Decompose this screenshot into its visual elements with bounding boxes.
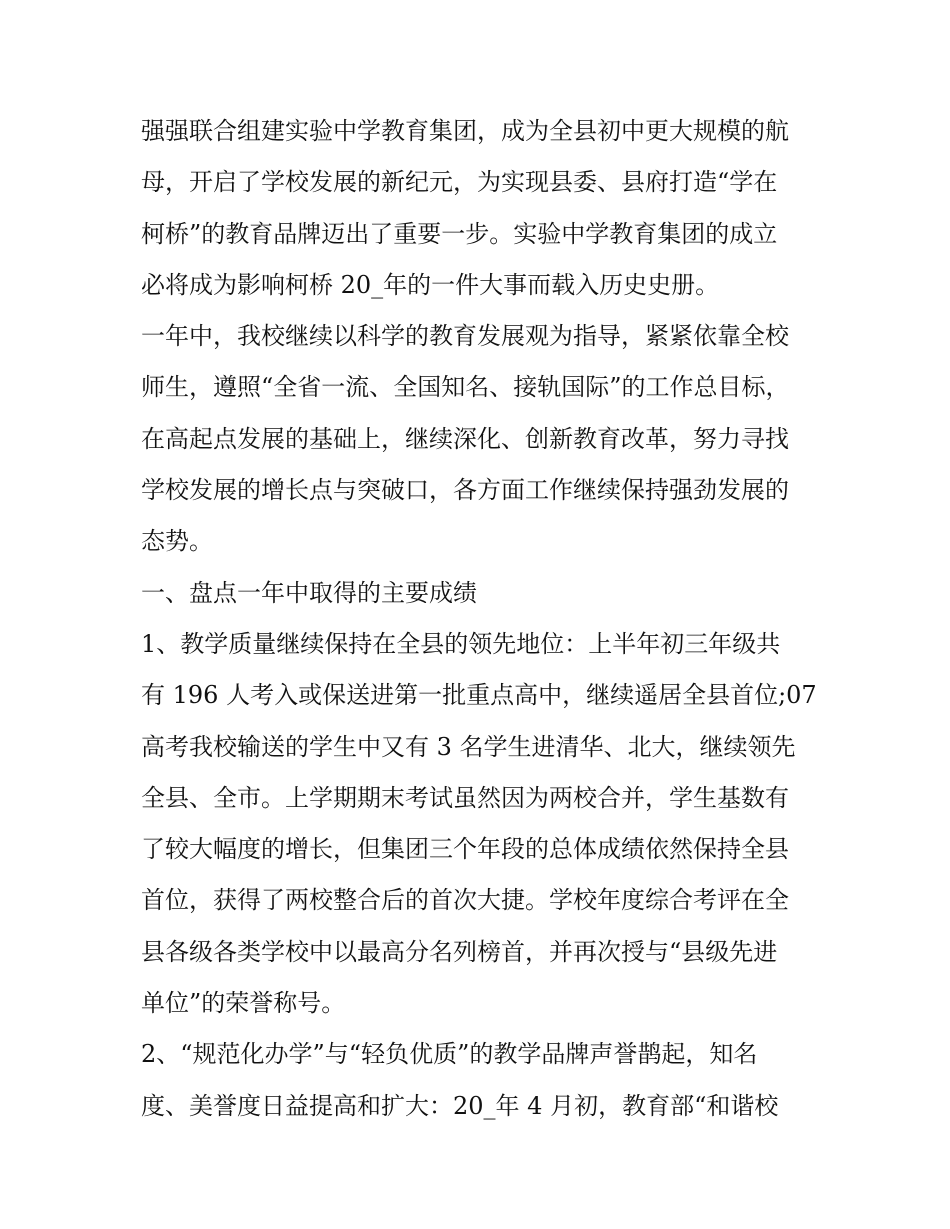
text-line: 2、“规范化办学”与“轻负优质”的教学品牌声誉鹊起，知名 — [141, 1040, 758, 1069]
section-heading: 一、盘点一年中取得的主要成绩 — [141, 578, 477, 607]
text-line: 县各级各类学校中以最高分名列榜首，并再次授与“县级先进 — [141, 937, 778, 966]
text-line: 一年中，我校继续以科学的教育发展观为指导，紧紧依靠全校 — [141, 322, 789, 351]
text-line: 全县、全市。上学期期末考试虽然因为两校合并，学生基数有 — [141, 783, 789, 812]
text-line: 1、教学质量继续保持在全县的领先地位：上半年初三年级共 — [141, 629, 781, 658]
text-line: 单位”的荣誉称号。 — [141, 989, 346, 1018]
text-line: 首位，获得了两校整合后的首次大捷。学校年度综合考评在全 — [141, 886, 789, 915]
text-line: 态势。 — [141, 527, 213, 556]
document-body — [141, 106, 821, 1132]
text-line: 母，开启了学校发展的新纪元，为实现县委、县府打造“学在 — [141, 168, 778, 197]
text-line: 学校发展的增长点与突破口，各方面工作继续保持强劲发展的 — [141, 476, 789, 505]
text-line: 有 196 人考入或保送进第一批重点高中，继续遥居全县首位;07 — [141, 681, 817, 710]
text-line: 了较大幅度的增长，但集团三个年段的总体成绩依然保持全县 — [141, 835, 789, 864]
text-line: 师生，遵照“全省一流、全国知名、接轨国际”的工作总目标， — [141, 373, 790, 402]
text-line: 在高起点发展的基础上，继续深化、创新教育改革，努力寻找 — [141, 424, 789, 453]
text-line: 柯桥”的教育品牌迈出了重要一步。实验中学教育集团的成立 — [141, 219, 778, 248]
text-line: 必将成为影响柯桥 20_年的一件大事而载入历史史册。 — [141, 270, 720, 299]
text-line: 高考我校输送的学生中又有 3 名学生进清华、北大，继续领先 — [141, 732, 796, 761]
text-line: 度、美誉度日益提高和扩大：20_年 4 月初，教育部“和谐校 — [141, 1091, 779, 1120]
text-line: 强强联合组建实验中学教育集团，成为全县初中更大规模的航 — [141, 117, 789, 145]
